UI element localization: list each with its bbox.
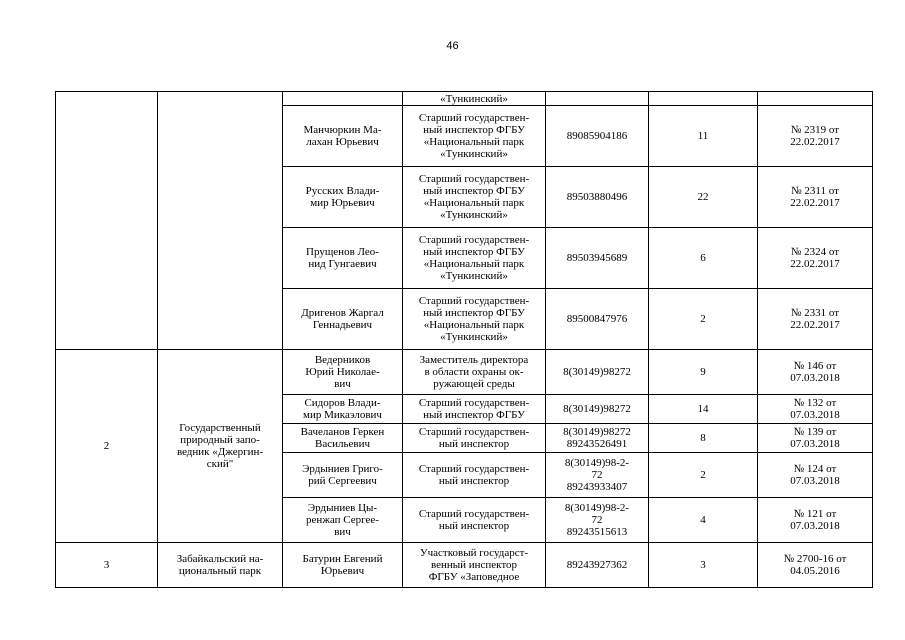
name-cell: Дригенов Жаргал Геннадьевич: [283, 289, 403, 350]
order-cell: № 2319 от 22.02.2017: [758, 106, 873, 167]
order-cell: № 2700-16 от 04.05.2016: [758, 543, 873, 588]
phone-cell: 89243927362: [546, 543, 649, 588]
name-cell: Вачеланов Геркен Васильевич: [283, 424, 403, 453]
page-number: 46: [446, 40, 459, 52]
row-number-cell: [56, 92, 158, 350]
order-cell: № 132 от 07.03.2018: [758, 395, 873, 424]
name-cell: Эрдыниев Григо- рий Сергеевич: [283, 453, 403, 498]
position-cell: Старший государствен- ный инспектор ФГБУ «Национальный парк «Тункинский»: [403, 167, 546, 228]
position-cell: Старший государствен- ный инспектор ФГБУ: [403, 395, 546, 424]
order-cell: № 2331 от 22.02.2017: [758, 289, 873, 350]
order-cell: [758, 92, 873, 106]
count-cell: 2: [649, 289, 758, 350]
phone-cell: 8(30149)98272: [546, 395, 649, 424]
position-cell: Старший государствен- ный инспектор ФГБУ «Национальный парк «Тункинский»: [403, 228, 546, 289]
order-cell: № 124 от 07.03.2018: [758, 453, 873, 498]
position-cell: Старший государствен- ный инспектор: [403, 424, 546, 453]
count-cell: 4: [649, 498, 758, 543]
name-cell: Прущенов Лео- нид Гунгаевич: [283, 228, 403, 289]
table-row: [56, 92, 873, 106]
count-cell: 6: [649, 228, 758, 289]
name-cell: Батурин Евгений Юрьевич: [283, 543, 403, 588]
order-cell: № 139 от 07.03.2018: [758, 424, 873, 453]
organization-cell: [158, 92, 283, 350]
count-cell: 9: [649, 350, 758, 395]
order-cell: № 2324 от 22.02.2017: [758, 228, 873, 289]
table-row: [56, 543, 873, 588]
name-cell: Ведерников Юрий Николае- вич: [283, 350, 403, 395]
organization-cell: Забайкальский на- циональный парк: [158, 543, 283, 588]
order-cell: № 146 от 07.03.2018: [758, 350, 873, 395]
position-cell: Старший государствен- ный инспектор ФГБУ «Национальный парк «Тункинский»: [403, 106, 546, 167]
row-number-cell: 2: [56, 350, 158, 543]
count-cell: 14: [649, 395, 758, 424]
position-cell: Старший государствен- ный инспектор: [403, 498, 546, 543]
position-cell: Участковый государст- венный инспектор ФГБУ «Заповедное: [403, 543, 546, 588]
phone-cell: 89500847976: [546, 289, 649, 350]
order-cell: № 121 от 07.03.2018: [758, 498, 873, 543]
position-cell: Старший государствен- ный инспектор ФГБУ «Национальный парк «Тункинский»: [403, 289, 546, 350]
name-cell: Русских Влади- мир Юрьевич: [283, 167, 403, 228]
phone-cell: 89503945689: [546, 228, 649, 289]
count-cell: 2: [649, 453, 758, 498]
phone-cell: 89085904186: [546, 106, 649, 167]
phone-cell: 8(30149)98272: [546, 350, 649, 395]
count-cell: 11: [649, 106, 758, 167]
phone-cell: [546, 92, 649, 106]
position-cell: Заместитель директора в области охраны ок- ружающей среды: [403, 350, 546, 395]
phone-cell: 8(30149)98-2- 72 89243933407: [546, 453, 649, 498]
row-number-cell: 3: [56, 543, 158, 588]
phone-cell: 89503880496: [546, 167, 649, 228]
count-cell: 8: [649, 424, 758, 453]
count-cell: 22: [649, 167, 758, 228]
count-cell: 3: [649, 543, 758, 588]
name-cell: Сидоров Влади- мир Микаэлович: [283, 395, 403, 424]
phone-cell: 8(30149)98272 89243526491: [546, 424, 649, 453]
count-cell: [649, 92, 758, 106]
name-cell: Эрдыниев Цы- ренжап Сергее- вич: [283, 498, 403, 543]
inspectors-table: [55, 91, 873, 588]
order-cell: № 2311 от 22.02.2017: [758, 167, 873, 228]
organization-cell: Государственный природный запо- ведник «Джергин- ский": [158, 350, 283, 543]
position-cell: «Тункинский»: [403, 92, 546, 106]
name-cell: Манчюркин Ма- лахан Юрьевич: [283, 106, 403, 167]
phone-cell: 8(30149)98-2- 72 89243515613: [546, 498, 649, 543]
table-row: [56, 350, 873, 395]
position-cell: Старший государствен- ный инспектор: [403, 453, 546, 498]
name-cell: [283, 92, 403, 106]
